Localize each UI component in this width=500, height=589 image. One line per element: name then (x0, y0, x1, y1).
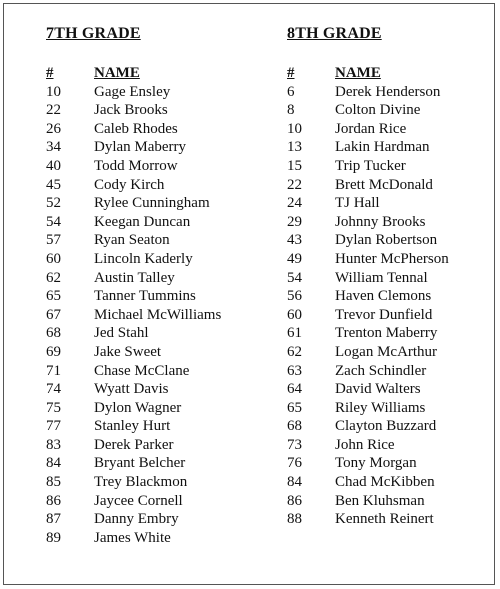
player-number: 62 (287, 343, 302, 360)
player-number: 10 (46, 83, 61, 100)
player-row (46, 454, 246, 473)
player-number: 29 (287, 213, 302, 230)
player-row (46, 269, 246, 288)
player-name: Rylee Cunningham (94, 195, 210, 212)
player-row (287, 362, 487, 381)
player-name: Trey Blackmon (94, 474, 188, 491)
player-name: Wyatt Davis (94, 381, 169, 398)
player-number: 49 (287, 250, 302, 267)
player-number: 56 (287, 288, 302, 305)
player-name: Jake Sweet (94, 343, 162, 360)
player-row (46, 194, 246, 213)
player-row (46, 101, 246, 120)
player-row (287, 454, 487, 473)
player-name: Chase McClane (94, 362, 190, 379)
grade8-header-row (287, 64, 487, 83)
player-row (287, 176, 487, 195)
player-name: Johnny Brooks (335, 213, 426, 230)
player-name: Stanley Hurt (94, 418, 171, 435)
player-row (287, 250, 487, 269)
player-name: Jaycee Cornell (94, 492, 183, 509)
player-name: Jack Brooks (94, 102, 168, 119)
player-row (46, 231, 246, 250)
player-name: Dylan Maberry (94, 139, 187, 156)
player-row (46, 306, 246, 325)
player-number: 75 (46, 399, 61, 416)
player-row (287, 510, 487, 529)
player-row (46, 83, 246, 102)
player-name: David Walters (335, 381, 421, 398)
player-number: 60 (287, 306, 302, 323)
player-row (46, 343, 246, 362)
player-number: 24 (287, 195, 302, 212)
grade7-name-header: NAME (94, 65, 140, 81)
player-row (46, 250, 246, 269)
player-row (287, 399, 487, 418)
grade8-player-list (287, 83, 487, 529)
player-number: 63 (287, 362, 302, 379)
player-number: 52 (46, 195, 61, 212)
player-row (46, 324, 246, 343)
player-number: 86 (46, 492, 61, 509)
player-row (287, 436, 487, 455)
player-row (287, 306, 487, 325)
player-number: 15 (287, 157, 302, 174)
player-number: 22 (287, 176, 302, 193)
player-name: Chad McKibben (335, 474, 435, 491)
grade8-title: 8TH GRADE (287, 25, 382, 42)
player-name: Trevor Dunfield (335, 306, 433, 323)
player-number: 84 (287, 474, 302, 491)
player-number: 76 (287, 455, 302, 472)
player-number: 43 (287, 232, 302, 249)
player-name: Clayton Buzzard (335, 418, 437, 435)
player-name: Caleb Rhodes (94, 120, 178, 137)
player-number: 10 (287, 120, 302, 137)
grade7-player-list (46, 83, 246, 548)
player-name: Hunter McPherson (335, 250, 449, 267)
player-row (287, 492, 487, 511)
player-name: Jordan Rice (335, 120, 407, 137)
player-row (46, 138, 246, 157)
player-number: 87 (46, 511, 61, 528)
player-name: John Rice (335, 436, 395, 453)
player-name: Todd Morrow (94, 157, 178, 174)
player-name: Derek Henderson (335, 83, 441, 100)
player-row (46, 399, 246, 418)
player-number: 69 (46, 343, 61, 360)
player-row (46, 120, 246, 139)
player-row (46, 362, 246, 381)
player-number: 89 (46, 529, 61, 546)
player-number: 65 (287, 399, 302, 416)
grade7-number-header: # (46, 65, 54, 81)
player-number: 61 (287, 325, 302, 342)
player-row (46, 176, 246, 195)
player-number: 83 (46, 436, 61, 453)
player-number: 68 (287, 418, 302, 435)
player-number: 71 (46, 362, 61, 379)
player-number: 34 (46, 139, 61, 156)
player-number: 6 (287, 83, 295, 100)
player-name: Austin Talley (94, 269, 175, 286)
player-number: 64 (287, 381, 302, 398)
player-number: 45 (46, 176, 61, 193)
player-number: 65 (46, 288, 61, 305)
player-row (46, 380, 246, 399)
grade7-header-row (46, 64, 246, 83)
player-name: Haven Clemons (335, 288, 432, 305)
player-name: Zach Schindler (335, 362, 427, 379)
player-name: Ryan Seaton (94, 232, 170, 249)
player-number: 8 (287, 102, 295, 119)
player-number: 60 (46, 250, 61, 267)
player-name: Dylon Wagner (94, 399, 182, 416)
player-row (46, 417, 246, 436)
player-row (46, 492, 246, 511)
player-name: Tony Morgan (335, 455, 417, 472)
player-number: 86 (287, 492, 302, 509)
player-number: 77 (46, 418, 61, 435)
player-row (46, 510, 246, 529)
player-name: Kenneth Reinert (335, 511, 434, 528)
player-number: 57 (46, 232, 61, 249)
player-number: 85 (46, 474, 61, 491)
player-name: Riley Williams (335, 399, 426, 416)
player-number: 62 (46, 269, 61, 286)
player-name: Tanner Tummins (94, 288, 196, 305)
player-number: 84 (46, 455, 61, 472)
player-name: William Tennal (335, 269, 428, 286)
player-name: Logan McArthur (335, 343, 438, 360)
player-row (287, 138, 487, 157)
player-name: Trenton Maberry (335, 325, 438, 342)
player-row (46, 213, 246, 232)
player-row (46, 436, 246, 455)
grade8-name-header: NAME (335, 65, 381, 81)
player-row (287, 101, 487, 120)
player-number: 22 (46, 102, 61, 119)
player-row (287, 157, 487, 176)
player-name: Trip Tucker (335, 157, 406, 174)
player-number: 74 (46, 381, 61, 398)
player-name: Cody Kirch (94, 176, 165, 193)
grade8-roster (287, 24, 487, 529)
player-row (287, 343, 487, 362)
player-row (287, 473, 487, 492)
player-row (287, 213, 487, 232)
player-name: Colton Divine (335, 102, 421, 119)
player-row (46, 157, 246, 176)
player-row (287, 120, 487, 139)
player-row (287, 231, 487, 250)
grade8-number-header: # (287, 65, 295, 81)
player-name: Jed Stahl (94, 325, 149, 342)
player-name: Danny Embry (94, 511, 179, 528)
player-row (287, 417, 487, 436)
player-number: 73 (287, 436, 302, 453)
player-row (46, 287, 246, 306)
player-number: 68 (46, 325, 61, 342)
player-row (287, 380, 487, 399)
player-name: Derek Parker (94, 436, 174, 453)
player-row (287, 194, 487, 213)
player-number: 54 (46, 213, 61, 230)
player-row (46, 473, 246, 492)
player-name: Keegan Duncan (94, 213, 191, 230)
player-name: James White (94, 529, 171, 546)
player-name: Michael McWilliams (94, 306, 222, 323)
player-row (287, 83, 487, 102)
player-row (46, 529, 246, 548)
player-number: 40 (46, 157, 61, 174)
grade7-roster (46, 24, 246, 547)
player-name: Brett McDonald (335, 176, 433, 193)
player-row (287, 324, 487, 343)
player-number: 67 (46, 306, 61, 323)
player-name: Lakin Hardman (335, 139, 430, 156)
player-name: Lincoln Kaderly (94, 250, 193, 267)
player-name: TJ Hall (335, 195, 380, 212)
player-name: Dylan Robertson (335, 232, 438, 249)
player-number: 13 (287, 139, 302, 156)
player-number: 54 (287, 269, 302, 286)
player-name: Ben Kluhsman (335, 492, 425, 509)
player-name: Gage Ensley (94, 83, 171, 100)
player-name: Bryant Belcher (94, 455, 186, 472)
player-number: 88 (287, 511, 302, 528)
player-number: 26 (46, 120, 61, 137)
grade7-title: 7TH GRADE (46, 25, 141, 42)
player-row (287, 269, 487, 288)
player-row (287, 287, 487, 306)
